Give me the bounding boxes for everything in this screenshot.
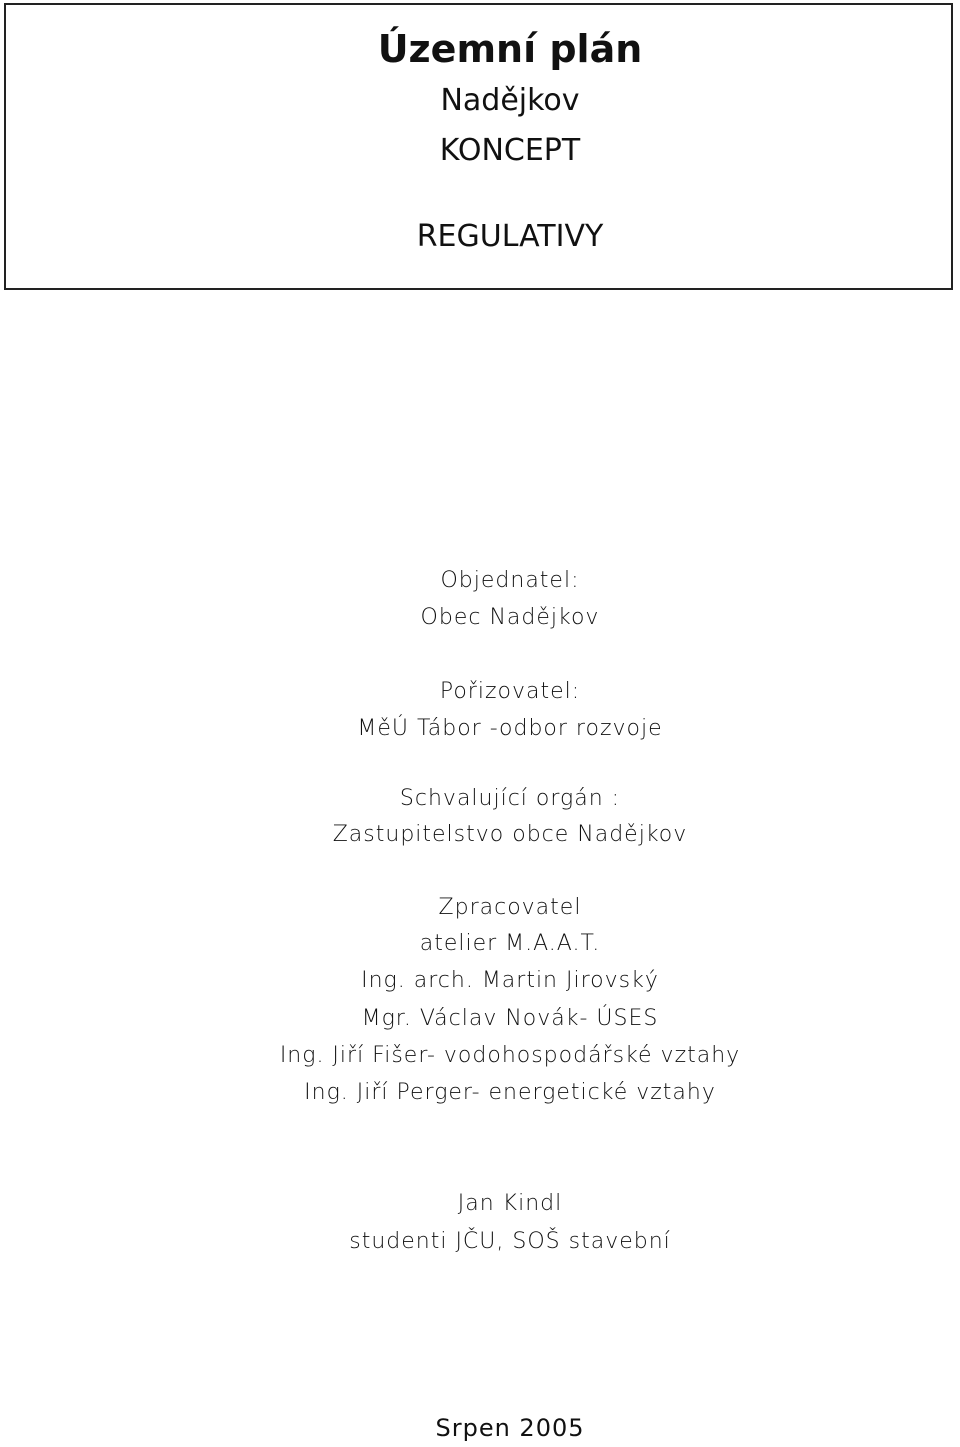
contributor-line: Jan Kindl (457, 1191, 563, 1216)
acquirer-value: MěÚ Tábor -odbor rozvoje (357, 716, 663, 741)
approver-label: Schvalující orgán : (399, 786, 621, 811)
approver-value: Zastupitelstvo obce Nadějkov (332, 822, 688, 847)
processor-label: Zpracovatel (438, 895, 582, 920)
client-label: Objednatel: (440, 568, 580, 593)
processor-line: Ing. arch. Martin Jirovský (361, 968, 659, 993)
processor-line: atelier M.A.A.T. (419, 931, 601, 956)
document-title: Územní plán (377, 27, 643, 71)
document-stage: KONCEPT (439, 133, 581, 168)
contributor-line: studenti JČU, SOŠ stavební (349, 1229, 671, 1254)
document-section: REGULATIVY (416, 219, 604, 254)
client-value: Obec Nadějkov (420, 605, 600, 630)
document-date: Srpen 2005 (435, 1414, 585, 1442)
processor-line: Mgr. Václav Novák- ÚSES (361, 1006, 659, 1031)
acquirer-label: Pořizovatel: (439, 679, 581, 704)
processor-line: Ing. Jiří Perger- energetické vztahy (304, 1080, 716, 1105)
processor-line: Ing. Jiří Fišer- vodohospodářské vztahy (279, 1043, 741, 1068)
village-name: Nadějkov (440, 83, 580, 118)
